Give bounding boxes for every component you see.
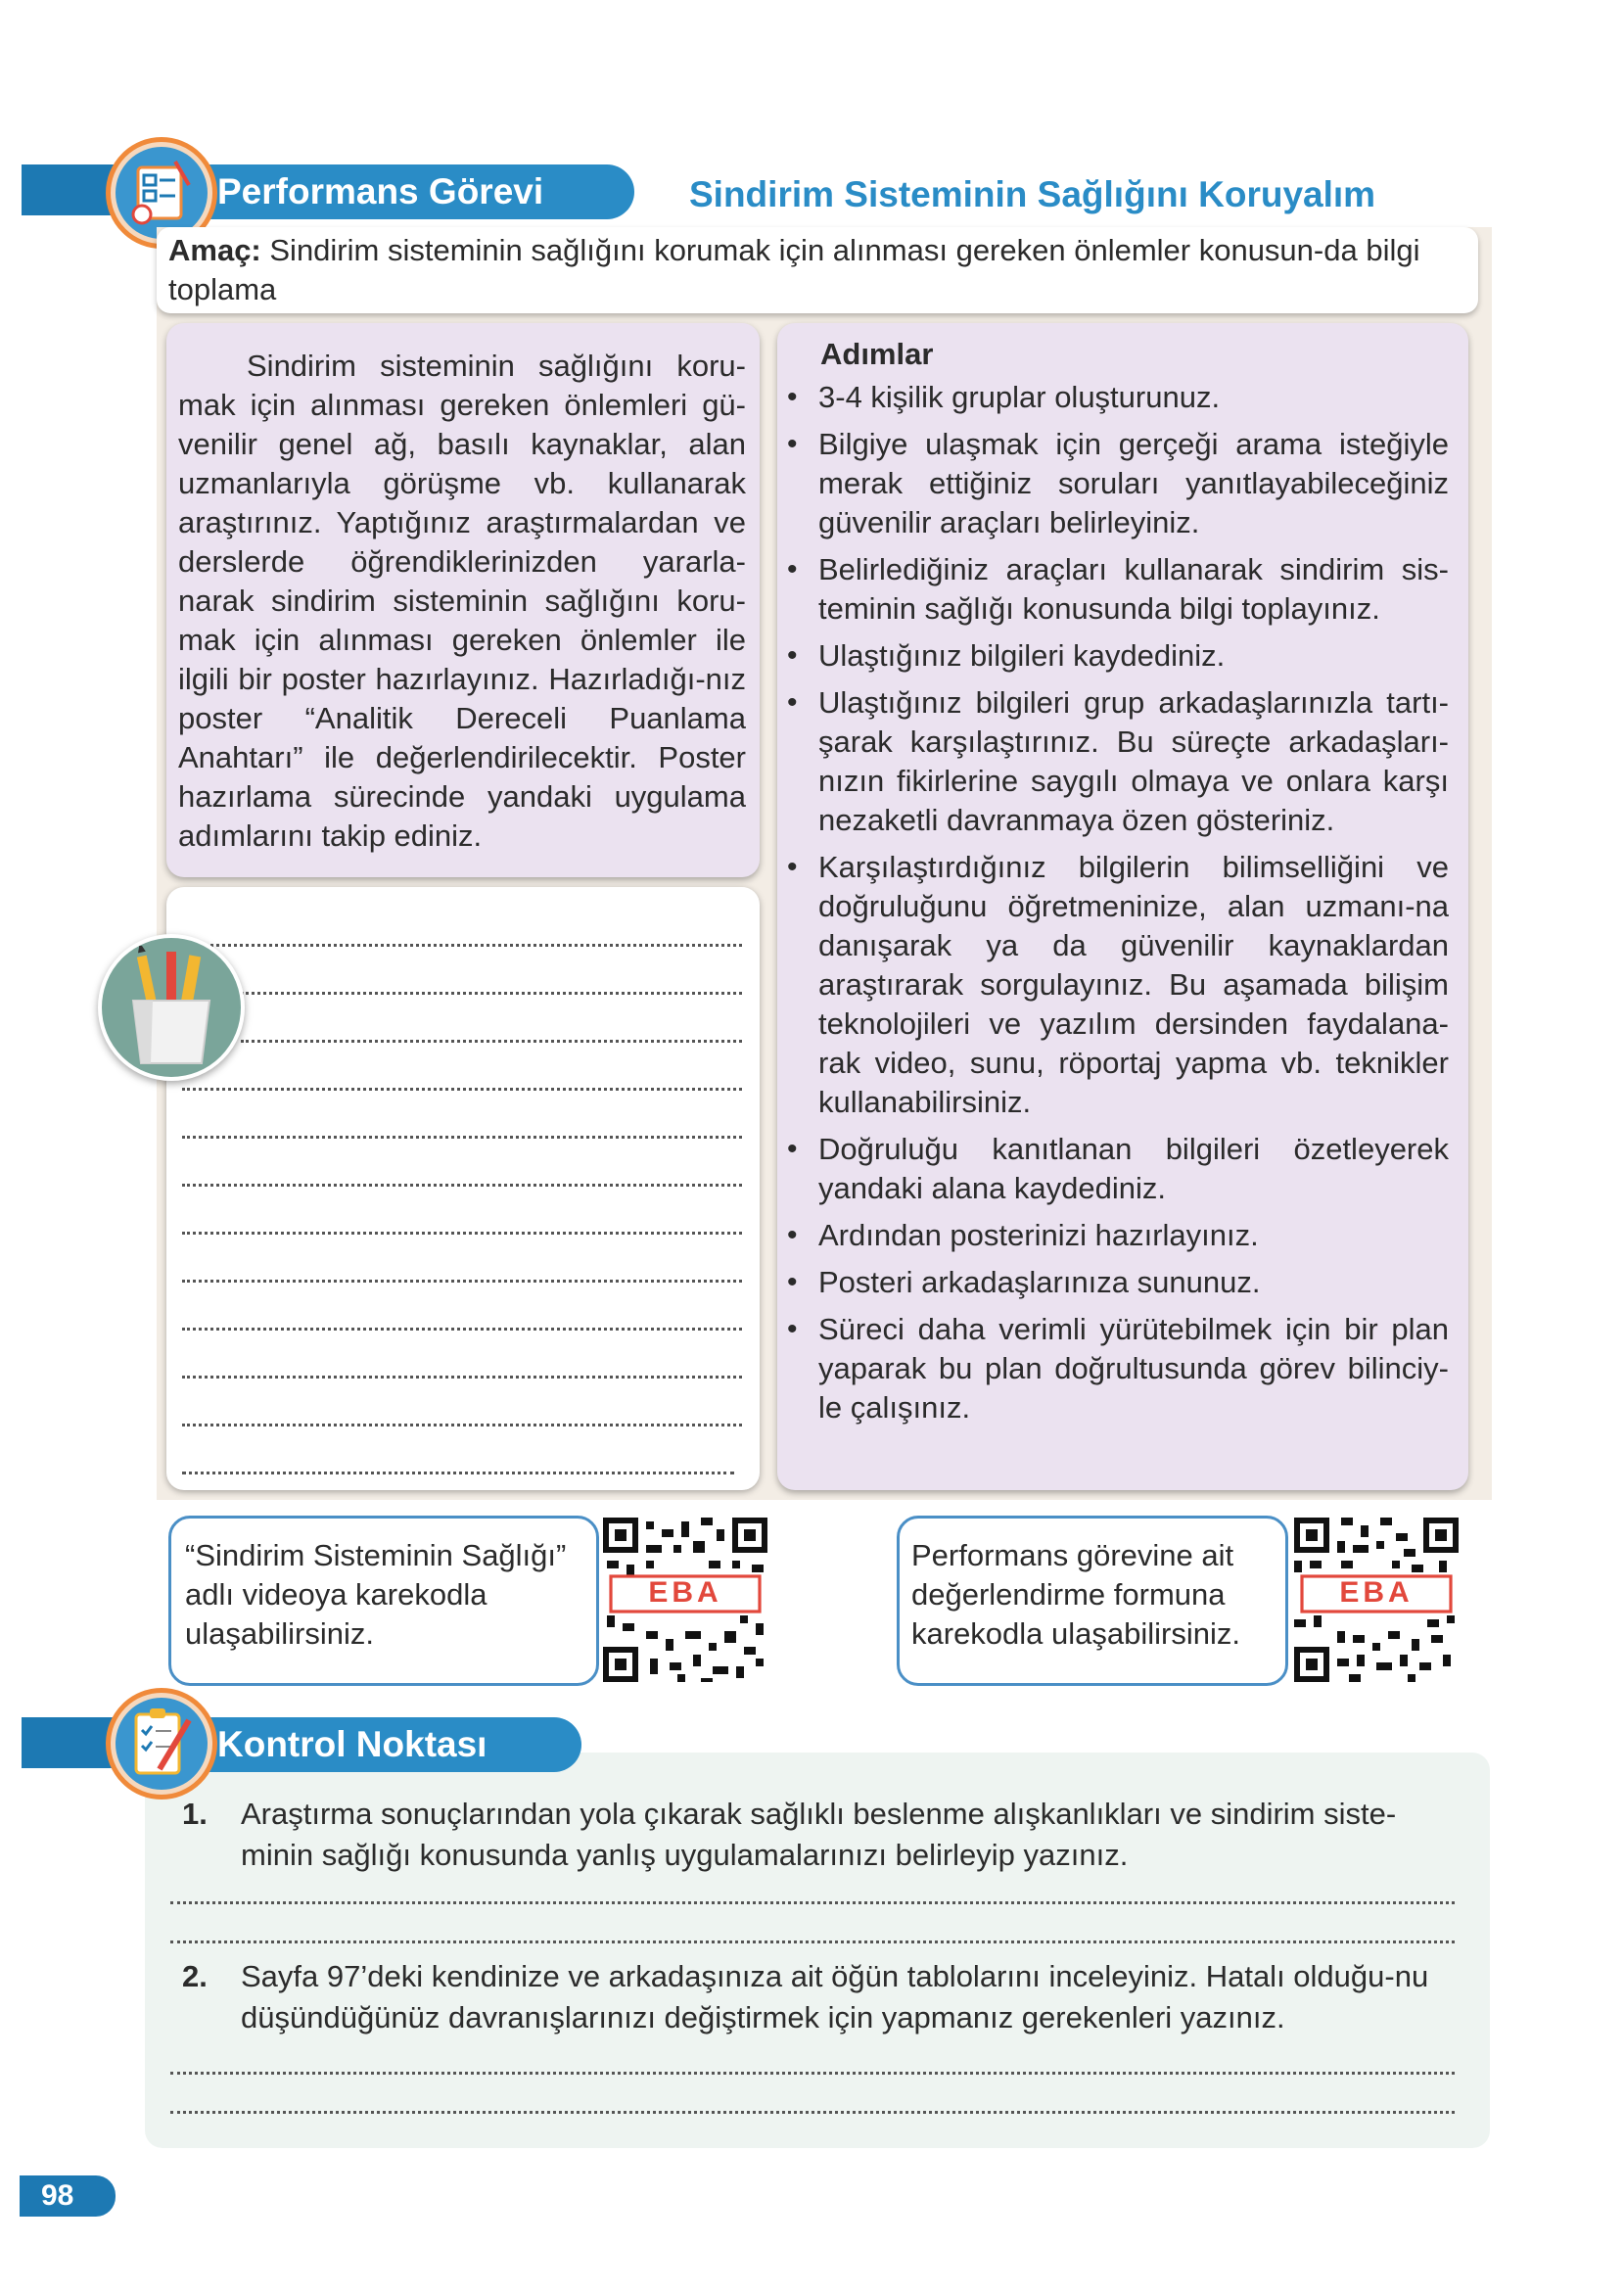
list-item: • Süreci daha verimli yürütebilmek için bir plan yaparak bu plan doğrultusunda görev bilinciy-le çalışınız.	[783, 1310, 1449, 1427]
answer-line	[170, 1901, 1455, 1904]
qr-code-video[interactable]	[599, 1514, 771, 1686]
goal-box	[157, 227, 1478, 313]
checklist-pen-icon	[126, 1705, 199, 1783]
list-item: • 3-4 kişilik gruplar oluşturunuz.	[783, 378, 1449, 417]
question-text: Sayfa 97’deki kendinize ve arkadaşınıza ait öğün tablolarını inceleyiniz. Hatalı olduğu-nu düşündüğünüz davranışlarınızı değiştirmek için yapmanız gerekenleri yazınız.	[241, 1959, 1429, 2034]
task-clipboard-icon	[124, 156, 199, 230]
list-item: • Posteri arkadaşlarınıza sununuz.	[783, 1263, 1449, 1302]
question-number: 2.	[182, 1959, 208, 1993]
question-2	[182, 1956, 1464, 2038]
checkpoint-badge	[106, 1688, 217, 1800]
question-text: Araştırma sonuçlarından yola çıkarak sağlıklı beslenme alışkanlıkları ve sindirim siste-minin sağlığı konusunda yanlış uygulamalarınızı belirleyip yazınız.	[241, 1797, 1397, 1872]
list-item: • Doğruluğu kanıtlanan bilgileri özetleyerek yandaki alana kaydediniz.	[783, 1130, 1449, 1208]
qr-card-text: Performans görevine ait değerlendirme formuna karekodla ulaşabilirsiniz.	[911, 1538, 1240, 1651]
page-title: Sindirim Sisteminin Sağlığını Koruyalım	[689, 174, 1376, 214]
list-item: • Ulaştığınız bilgileri kaydediniz.	[783, 636, 1449, 676]
answer-line	[170, 2072, 1455, 2075]
question-number: 1.	[182, 1797, 208, 1831]
list-item: • Belirlediğiniz araçları kullanarak sindirim sis-teminin sağlığı konusunda bilgi toplayınız.	[783, 550, 1449, 629]
list-item: • Karşılaştırdığınız bilgilerin bilimselliğini ve doğruluğunu öğretmeninize, alan uzmanı-na danışarak ya da güvenilir kaynaklardan araştırarak sorgulayınız. Bu aşamada bilişim teknolojileri ve yazılım dersinden faydalana-rak video, sunu, röportaj yapma vb. teknikler kullanabilirsiniz.	[783, 848, 1449, 1122]
list-item: • Bilgiye ulaşmak için gerçeği arama isteğiyle merak ettiğiniz soruları yanıtlayabileceğiniz güvenilir araçları belirleyiniz.	[783, 425, 1449, 542]
question-1	[182, 1794, 1464, 1876]
qr-code-label: EBA	[1339, 1576, 1414, 1609]
qr-code-form[interactable]	[1290, 1514, 1462, 1686]
list-item: • Ardından posterinizi hazırlayınız.	[783, 1216, 1449, 1255]
qr-code-label: EBA	[648, 1576, 722, 1609]
goal-label: Amaç:	[168, 233, 261, 267]
intro-text: Sindirim sisteminin sağlığını koru-mak için alınması gereken önlemleri gü-venilir genel ağ, basılı kaynaklar, alan uzmanlarıyla görüşme vb. kullanarak araştırınız. Yaptığınız araştırmalardan ve derslerde öğrendiklerinizden yararla-narak sindirim sisteminin sağlığını koru-mak için alınması gereken önlemler ile ilgili bir poster hazırlayınız. Hazırladığı-nız poster “Analitik Dereceli Puanlama Anahtarı” ile değerlendirilecektir. Poster hazırlama sürecinde yandaki uygulama adımlarını takip ediniz.	[178, 349, 746, 853]
checkpoint-header-label: Kontrol Noktası	[196, 1717, 581, 1772]
intro-panel	[166, 323, 760, 877]
pencil-cup-icon	[123, 946, 219, 1067]
performance-header-label: Performans Görevi	[196, 164, 634, 219]
steps-title: Adımlar	[820, 337, 934, 371]
answer-line	[170, 1940, 1455, 1943]
steps-list	[783, 378, 1449, 1427]
goal-text: Sindirim sisteminin sağlığını korumak için alınması gereken önlemler konusun-da bilgi toplama	[168, 233, 1420, 306]
list-item: • Ulaştığınız bilgileri grup arkadaşlarınızla tartı-şarak karşılaştırınız. Bu süreçte arkadaşları-nızın fikirlerine saygılı olmaya ve onlara karşı nezaketli davranmaya özen gösteriniz.	[783, 683, 1449, 840]
qr-card-video	[168, 1516, 599, 1686]
qr-card-form	[897, 1516, 1288, 1686]
page-number: 98	[20, 2175, 116, 2217]
pencil-cup-badge	[98, 934, 245, 1081]
answer-line	[170, 2111, 1455, 2114]
notes-lines	[182, 944, 742, 1474]
qr-card-text: “Sindirim Sisteminin Sağlığı” adlı videoya karekodla ulaşabilirsiniz.	[185, 1538, 567, 1651]
steps-panel	[777, 323, 1468, 1490]
